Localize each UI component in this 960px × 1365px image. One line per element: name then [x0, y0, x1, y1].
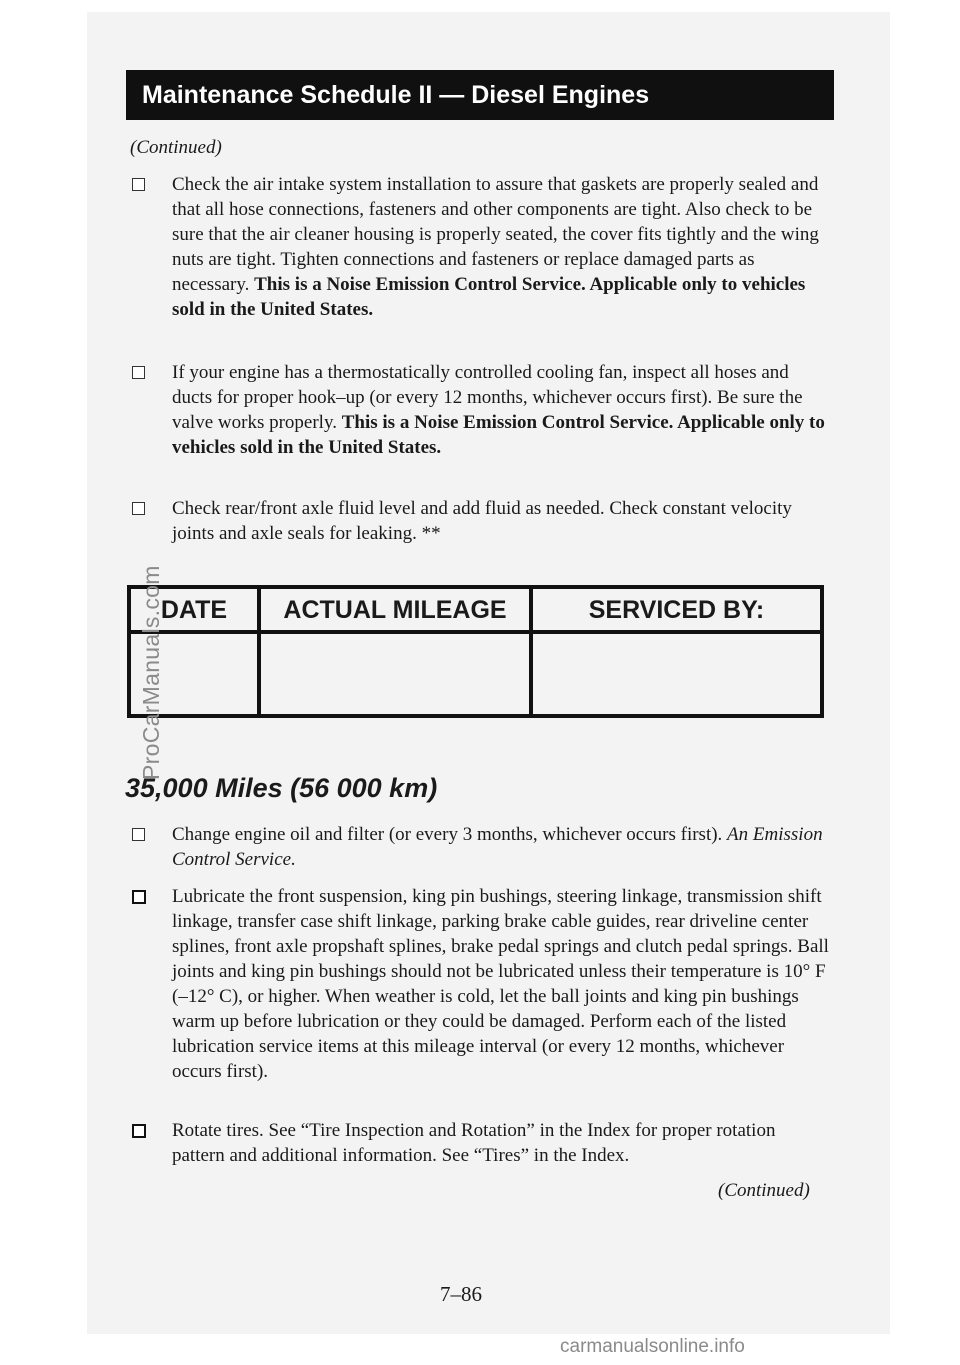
section-heading: 35,000 Miles (56 000 km) [125, 773, 438, 803]
checklist-item [132, 1118, 832, 1168]
checkbox-icon[interactable] [132, 366, 145, 379]
checklist-item [132, 496, 832, 546]
checkbox-icon[interactable] [132, 178, 145, 191]
header-serviced-by: SERVICED BY: [588, 596, 765, 624]
checklist-item-text: Check the air intake system installation to assure that gaskets are properly sealed and that all hose connections, fasteners and other components are tight. Also check to be sure that the air cleaner housing is properly seated, the cover fits tightly and the wing nuts are tight. Tighten connections and fasteners or replace damaged parts as necessary. This is a Noise Emission Control Service. Applicable only to vehicles sold in the United States. [172, 174, 819, 320]
actual-mileage-cell[interactable] [261, 634, 529, 714]
header-date: DATE [160, 596, 228, 624]
page-number: 7–86 [440, 1282, 482, 1306]
serviced-by-cell[interactable] [533, 634, 820, 714]
watermark-bottom: carmanualsonline.info [560, 1336, 745, 1357]
checklist-item [132, 884, 832, 1084]
continued-label-top: (Continued) [130, 137, 222, 158]
continued-label-bottom: (Continued) [718, 1180, 810, 1201]
service-record-table [127, 585, 824, 718]
checklist-item-text: Rotate tires. See “Tire Inspection and Rotation” in the Index for proper rotation pattern and additional information. See “Tires” in the Index. [172, 1120, 776, 1166]
checklist-item-text: Check rear/front axle fluid level and add fluid as needed. Check constant velocity joints and axle seals for leaking. ** [172, 498, 792, 544]
checklist-item [132, 360, 832, 460]
checklist-item-text: If your engine has a thermostatically controlled cooling fan, inspect all hoses and ducts for proper hook–up (or every 12 months, whichever occurs first). Be sure the valve works properly. This is a Noise Emission Control Service. Applicable only to vehicles sold in the United States. [172, 362, 825, 458]
checkbox-icon[interactable] [132, 828, 145, 841]
checkbox-icon[interactable] [132, 1124, 146, 1138]
checklist-item [132, 822, 832, 872]
watermark-side: ProCarManuals.com [138, 565, 164, 780]
checkbox-icon[interactable] [132, 502, 145, 515]
checkbox-icon[interactable] [132, 890, 146, 904]
table-header-row [131, 589, 820, 634]
checklist-item-text: Change engine oil and filter (or every 3 months, whichever occurs first). An Emission Control Service. [172, 824, 823, 870]
header-actual-mileage: ACTUAL MILEAGE [283, 596, 507, 624]
checklist-item-text: Lubricate the front suspension, king pin bushings, steering linkage, transmission shift linkage, transfer case shift linkage, parking brake cable guides, rear driveline center splines, front axle propshaft splines, brake pedal springs and clutch pedal springs. Ball joints and king pin bushings should not be lubricated unless their temperature is 10° F (–12° C), or higher. When weather is cold, let the ball joints and king pin bushings warm up before lubrication or they could be damaged. Perform each of the listed lubrication service items at this mileage interval (or every 12 months, whichever occurs first). [172, 886, 829, 1082]
page-header: Maintenance Schedule II — Diesel Engines [126, 70, 834, 120]
checklist-item [132, 172, 832, 322]
